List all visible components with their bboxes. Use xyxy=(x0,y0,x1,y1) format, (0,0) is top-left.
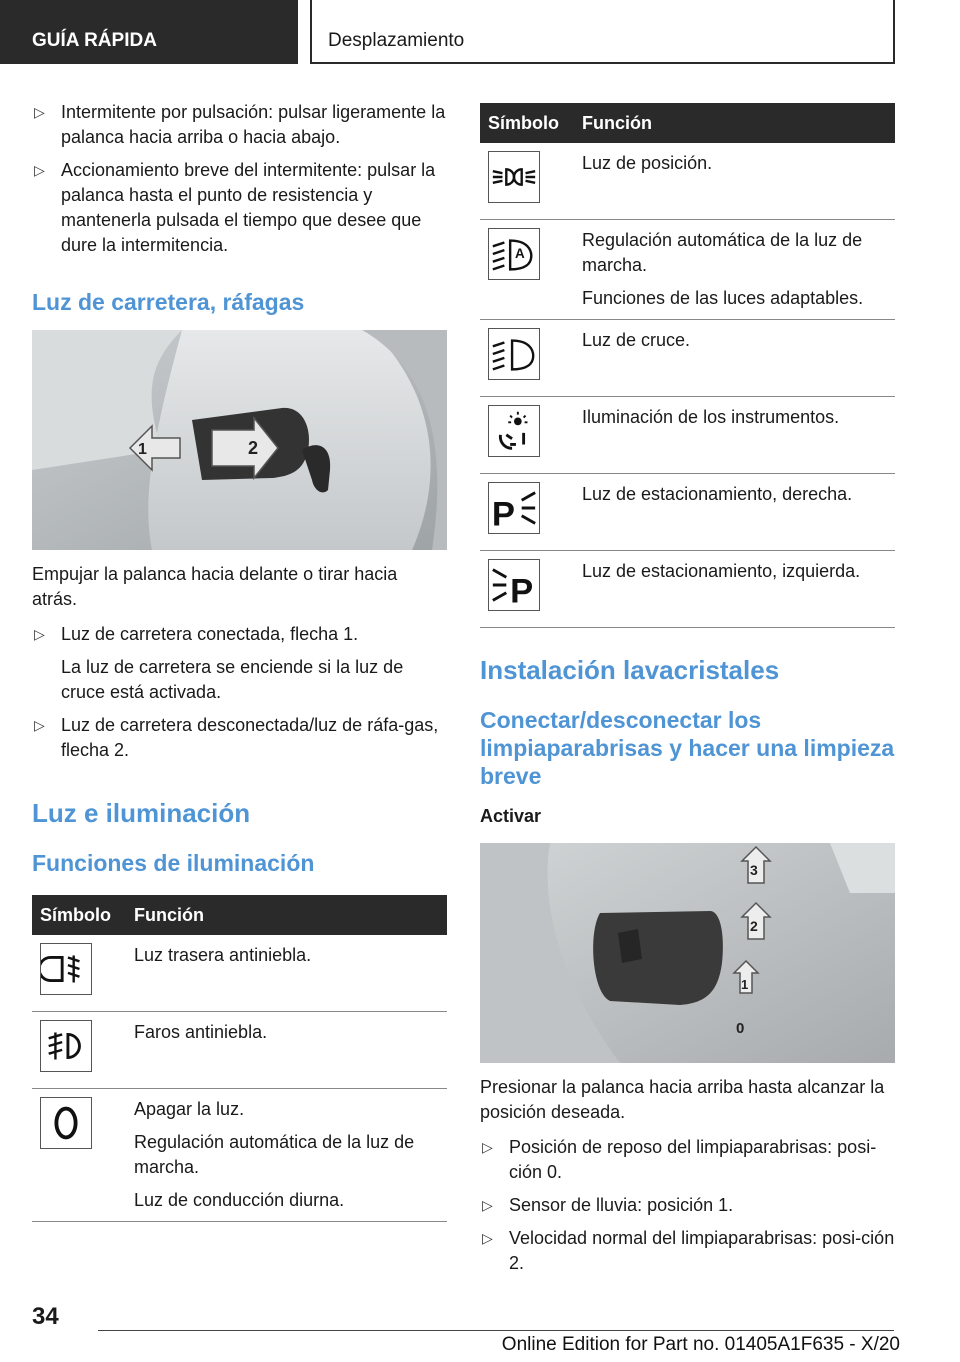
low-beam-icon xyxy=(488,328,540,380)
right-column xyxy=(480,103,895,1284)
parking-light-left-icon xyxy=(488,559,540,611)
triangle-bullet-icon: ▷ xyxy=(34,626,45,642)
svg-text:P: P xyxy=(510,572,534,611)
col-symbol: Símbolo xyxy=(480,103,580,143)
list-item: ▷ Luz de carretera conectada, flecha 1. La luz de carretera se enciende si la luz de cruce está activada. xyxy=(34,624,404,702)
svg-text:1: 1 xyxy=(138,441,147,458)
rear-fog-light-icon xyxy=(40,943,92,995)
heading-highbeam: Luz de carretera, ráfagas xyxy=(32,289,305,315)
col-function: Función xyxy=(132,895,447,935)
section-title: GUÍA RÁPIDA xyxy=(32,30,157,51)
table-row: Luz de cruce. xyxy=(480,320,895,397)
col-function: Función xyxy=(580,103,895,143)
table-row: P Luz de estacionamiento, derecha. xyxy=(480,474,895,551)
page-number: 34 xyxy=(32,1303,59,1330)
list-item: ▷ Posición de reposo del limpiaparabrisas: posi-ción 0. xyxy=(482,1137,877,1182)
intro-highbeam: Empujar la palanca hacia delante o tirar hacia atrás. xyxy=(32,564,398,609)
table-row: Iluminación de los instrumentos. xyxy=(480,397,895,474)
label-activate: Activar xyxy=(480,806,542,826)
triangle-bullet-icon: ▷ xyxy=(34,162,45,178)
lights-off-zero-icon xyxy=(40,1097,92,1149)
svg-text:2: 2 xyxy=(248,438,259,458)
triangle-bullet-icon: ▷ xyxy=(34,717,45,733)
instrument-lighting-icon xyxy=(488,405,540,457)
col-symbol: Símbolo xyxy=(32,895,132,935)
parking-light-right-icon xyxy=(488,482,540,534)
list-item: ▷ Intermitente por pulsación: pulsar ligeramente la palanca hacia arriba o hacia abajo. xyxy=(34,102,446,147)
section-tab xyxy=(0,0,298,64)
list-item: ▷ Accionamiento breve del intermitente: pulsar la palanca hasta el punto de resistencia y mantenerla pulsada el tiempo que desee que dure la intermitencia. xyxy=(34,160,436,255)
list-item: ▷ Velocidad normal del limpiaparabrisas: posi-ción 2. xyxy=(482,1228,895,1273)
table-row: Luz de posición. xyxy=(480,143,895,220)
lighting-table-left xyxy=(32,895,447,1222)
subheading-functions: Funciones de iluminación xyxy=(32,850,315,876)
triangle-bullet-icon: ▷ xyxy=(482,1139,493,1155)
lighting-table-right xyxy=(480,103,895,628)
footer-divider xyxy=(98,1330,894,1331)
photo-highbeam-lever xyxy=(32,330,447,550)
subheading-wipers: Conectar/desconectar los limpiaparabrisas y hacer una limpieza breve xyxy=(480,707,895,789)
svg-text:P: P xyxy=(491,495,515,534)
svg-text:3: 3 xyxy=(750,862,758,878)
auto-headlight-icon xyxy=(488,228,540,280)
photo-wiper-lever xyxy=(480,843,895,1063)
svg-text:2: 2 xyxy=(750,918,758,934)
table-row: P Luz de estacionamiento, izquierda. xyxy=(480,551,895,628)
list-item: ▷ Luz de carretera desconectada/luz de ráfa-gas, flecha 2. xyxy=(34,715,439,760)
left-column xyxy=(32,100,447,1222)
triangle-bullet-icon: ▷ xyxy=(482,1197,493,1213)
table-row: Apagar la luz. Regulación automática de la luz de marcha. Luz de conducción diurna. xyxy=(32,1089,447,1222)
svg-text:1: 1 xyxy=(741,977,749,992)
svg-text:A: A xyxy=(514,245,525,261)
heading-washer: Instalación lavacristales xyxy=(480,655,780,685)
front-fog-light-icon xyxy=(40,1020,92,1072)
table-row: Luz trasera antiniebla. xyxy=(32,935,447,1012)
triangle-bullet-icon: ▷ xyxy=(482,1230,493,1246)
svg-text:0: 0 xyxy=(736,1020,745,1037)
heading-lights: Luz e iluminación xyxy=(32,798,251,828)
intro-wipers: Presionar la palanca hacia arriba hasta alcanzar la posición deseada. xyxy=(480,1077,885,1122)
footer-edition: Online Edition for Part no. 01405A1F635 - X/20 xyxy=(501,1334,900,1355)
parking-lights-icon xyxy=(488,151,540,203)
list-item: ▷ Sensor de lluvia: posición 1. xyxy=(480,1193,895,1218)
table-row: Faros antiniebla. xyxy=(32,1012,447,1089)
chapter-tab xyxy=(310,0,895,64)
chapter-title: Desplazamiento xyxy=(328,30,465,51)
table-row: A Regulación automática de la luz de marcha. Funciones de las luces adaptables. xyxy=(480,220,895,320)
triangle-bullet-icon: ▷ xyxy=(34,104,45,120)
